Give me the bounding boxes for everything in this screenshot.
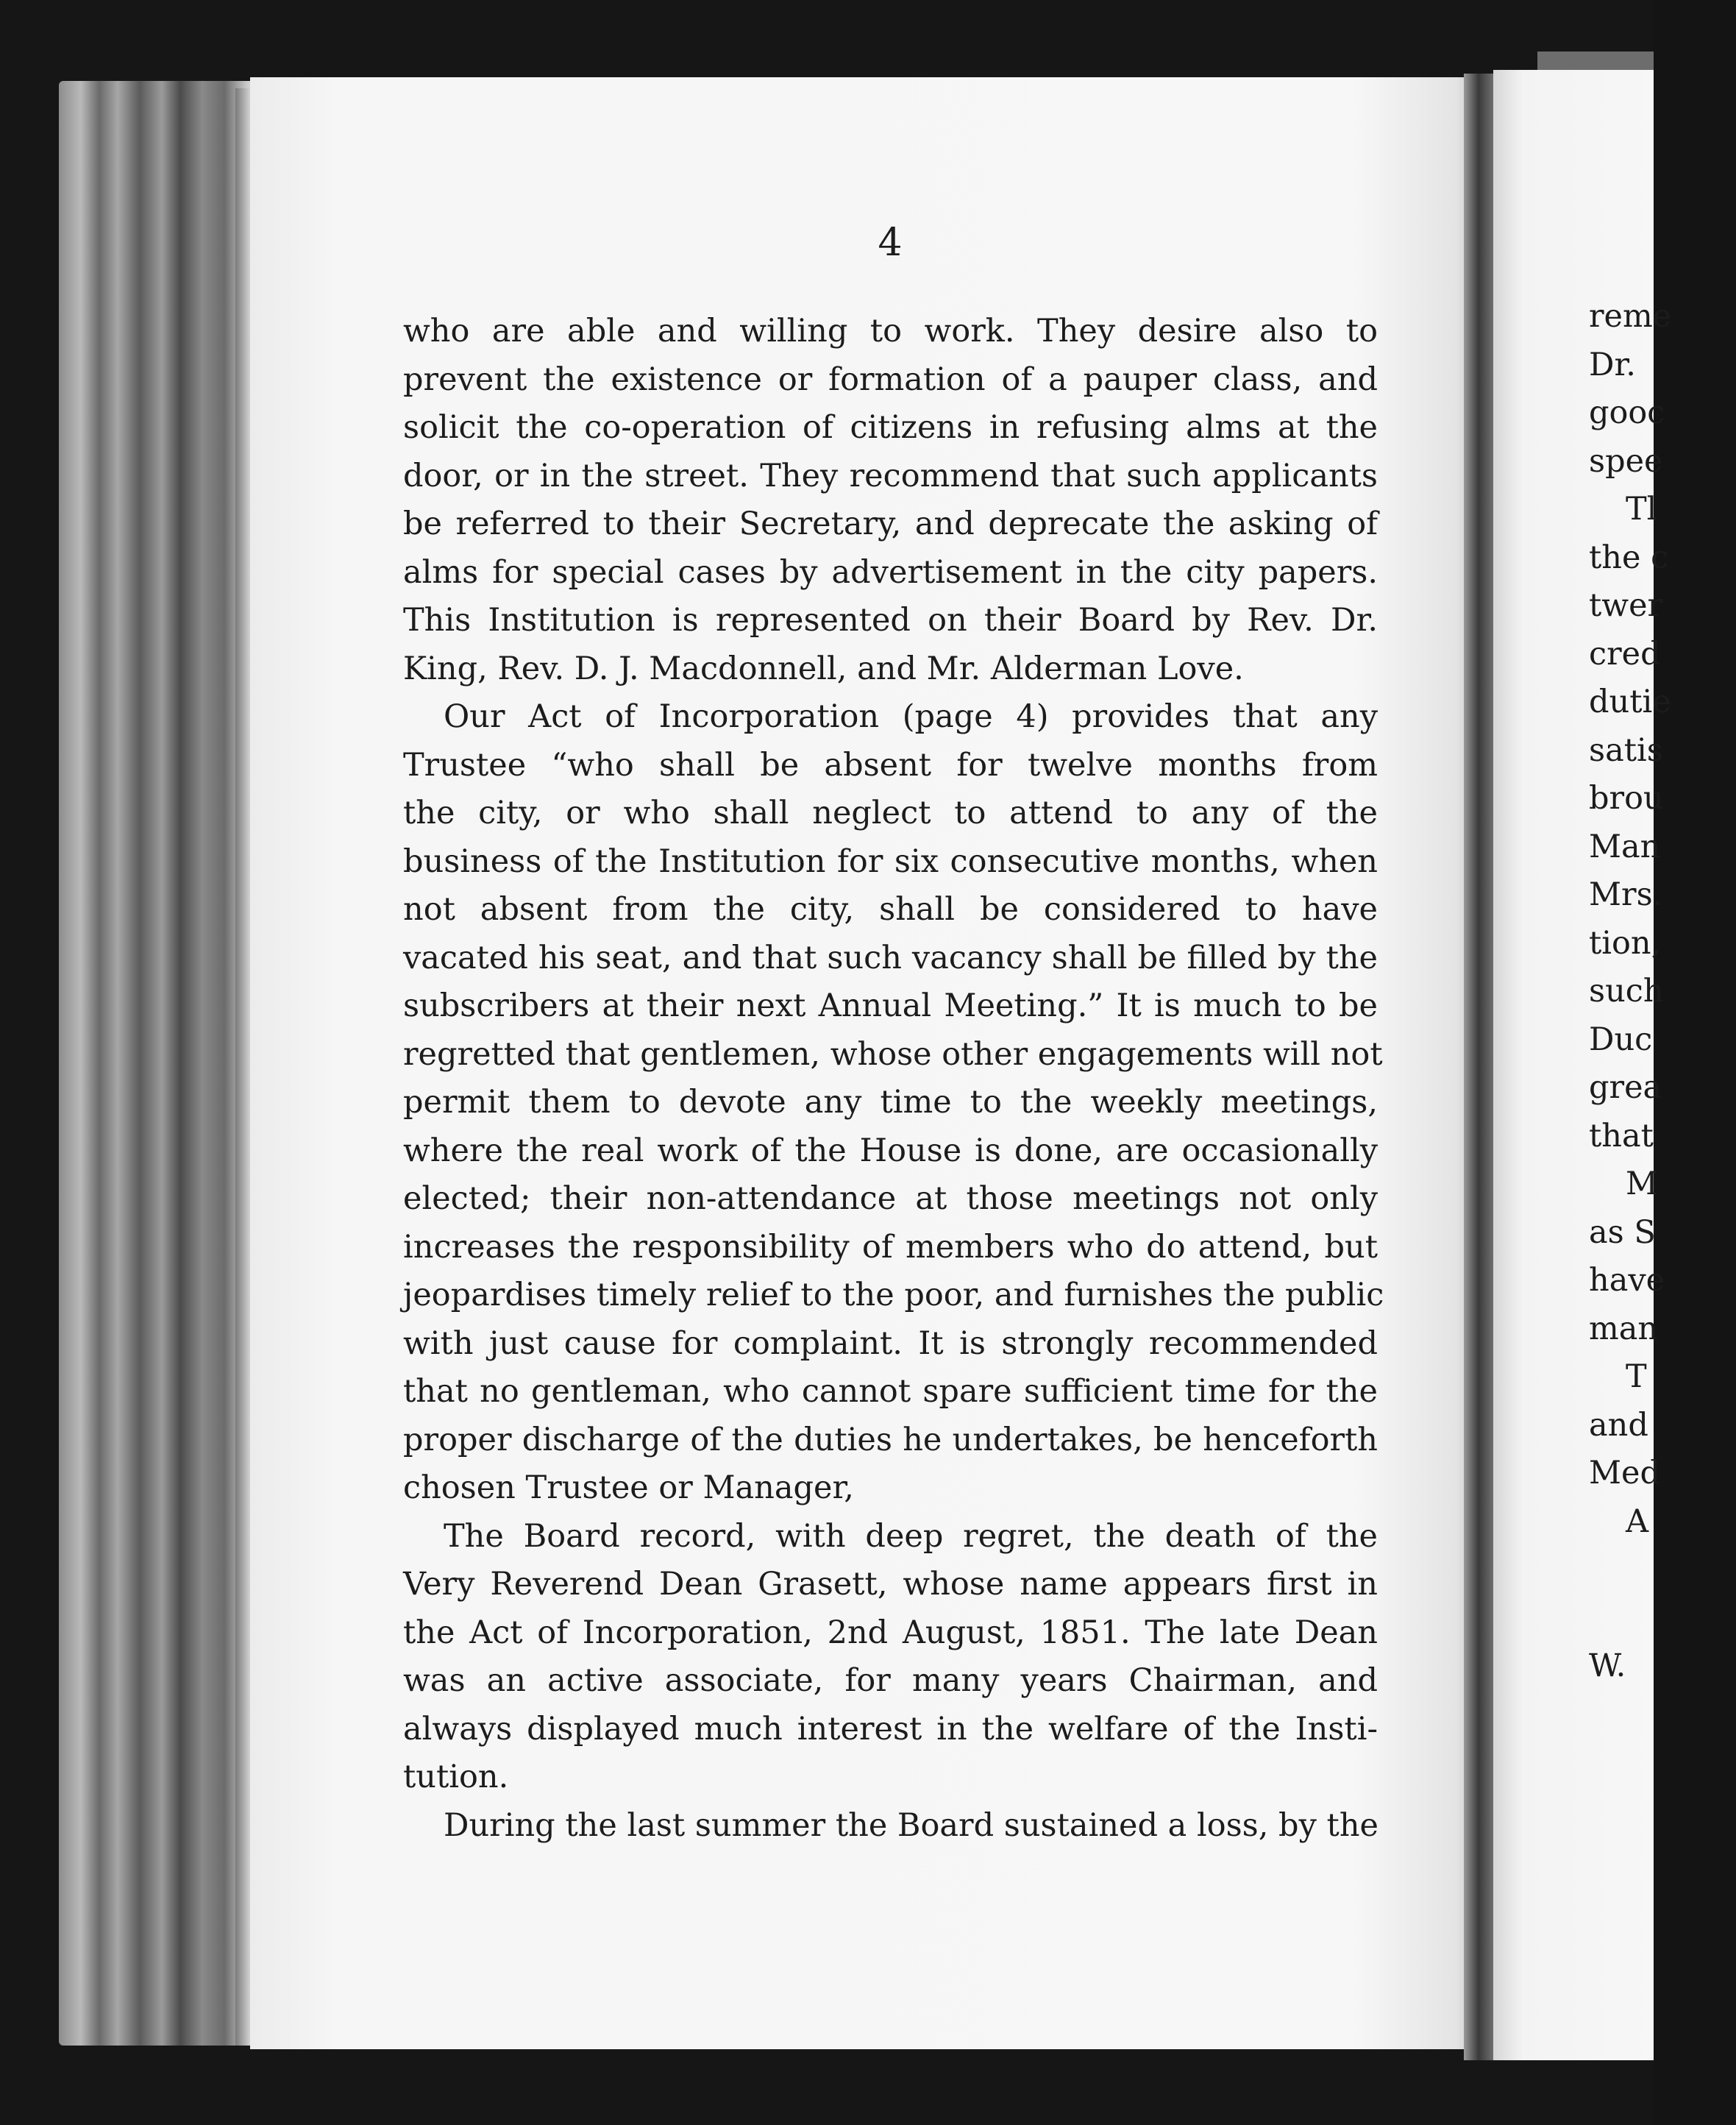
text-line: increases the responsibility of members who do attend, but xyxy=(403,1228,1378,1266)
right-page-line xyxy=(1589,1546,1736,1594)
right-page-line: T xyxy=(1626,1358,1647,1395)
text-line: regretted that gentlemen, whose other engagements will not xyxy=(403,1035,1383,1073)
text-line: tution. xyxy=(403,1759,509,1795)
text-line: that no gentleman, who cannot spare sufficient time for the xyxy=(403,1373,1378,1410)
right-page-line: dutie xyxy=(1589,684,1671,720)
text-line: The Board record, with deep regret, the death of the xyxy=(444,1517,1378,1555)
right-page-line: man xyxy=(1589,1310,1659,1347)
text-line: permit them to devote any time to the weekly meetings, xyxy=(403,1084,1378,1121)
right-page-line: satis xyxy=(1589,731,1663,769)
text-line: Trustee “who shall be absent for twelve months from xyxy=(403,746,1378,784)
page-edges-stack xyxy=(59,81,257,2046)
text-line: the Act of Incorporation, 2nd August, 1851. The late Dean xyxy=(403,1614,1378,1651)
text-line: with just cause for complaint. It is strongly recommended xyxy=(403,1324,1378,1362)
text-line: subscribers at their next Annual Meeting.” It is much to be xyxy=(403,987,1378,1024)
right-page-line: and xyxy=(1589,1406,1648,1444)
right-page-line: the c xyxy=(1589,539,1669,576)
text-line: where the real work of the House is done, are occasionally xyxy=(403,1132,1378,1169)
right-page-line: grea xyxy=(1589,1069,1662,1106)
page-number: 4 xyxy=(878,221,903,265)
text-line: elected; their non-attendance at those meetings not only xyxy=(403,1180,1378,1217)
right-page-line: Duc xyxy=(1589,1021,1653,1058)
right-page-line: Med xyxy=(1589,1455,1661,1491)
right-page-line: Dr. xyxy=(1589,346,1636,383)
text-line: business of the Institution for six consecutive months, when xyxy=(403,842,1378,880)
right-page-line: such xyxy=(1589,973,1664,1010)
page-edge-fold xyxy=(235,88,252,2046)
book-gutter xyxy=(1464,74,1493,2060)
right-page-line: spee xyxy=(1589,442,1663,480)
body-text xyxy=(403,308,1384,1850)
right-page-line: tion, xyxy=(1589,924,1662,962)
right-page-line: gooc xyxy=(1589,394,1665,431)
right-page-line: have xyxy=(1589,1262,1665,1299)
right-page-line xyxy=(1589,1594,1736,1643)
right-page-line: that xyxy=(1589,1117,1654,1154)
text-line: was an active associate, for many years Chairman, and xyxy=(403,1662,1378,1699)
right-page-line: as S xyxy=(1589,1213,1656,1251)
right-page-line: reme xyxy=(1589,298,1672,335)
text-line: Very Reverend Dean Grasett, whose name appears first in xyxy=(403,1566,1378,1603)
right-page-line: A xyxy=(1626,1503,1649,1540)
text-line: proper discharge of the duties he undertakes, be henceforth xyxy=(403,1421,1378,1458)
text-line: the city, or who shall neglect to attend to any of the xyxy=(403,795,1378,831)
text-line: Our Act of Incorporation (page 4) provides that any xyxy=(444,698,1378,735)
text-line: chosen Trustee or Manager, xyxy=(403,1469,854,1506)
text-line: alms for special cases by advertisement in the city papers. xyxy=(403,553,1378,591)
right-page-line: W. xyxy=(1589,1647,1626,1684)
text-line: be referred to their Secretary, and deprecate the asking of xyxy=(403,505,1378,542)
right-page-line: twer xyxy=(1589,587,1663,624)
text-line: During the last summer the Board sustained a loss, by the xyxy=(444,1806,1379,1844)
text-line: not absent from the city, shall be considered to have xyxy=(403,891,1378,928)
text-line: always displayed much interest in the welfare of the Insti- xyxy=(403,1710,1378,1748)
right-page-line: M xyxy=(1626,1166,1659,1202)
text-line: solicit the co-operation of citizens in refusing alms at the xyxy=(403,409,1378,446)
text-line: prevent the existence or formation of a pauper class, and xyxy=(403,361,1378,398)
text-line: who are able and willing to work. They desire also to xyxy=(403,313,1378,350)
text-line: King, Rev. D. J. Macdonnell, and Mr. Alderman Love. xyxy=(403,650,1244,687)
right-page-line: Man xyxy=(1589,828,1661,865)
right-page-line: Mrs. xyxy=(1589,876,1663,913)
right-page-text-fragment xyxy=(1589,293,1736,1691)
right-page-line: cred xyxy=(1589,635,1661,673)
right-page-line: Tl xyxy=(1626,491,1657,528)
text-line: This Institution is represented on their Board by Rev. Dr. xyxy=(403,602,1378,639)
text-line: vacated his seat, and that such vacancy shall be filled by the xyxy=(403,939,1378,976)
text-line: jeopardises timely relief to the poor, and furnishes the public xyxy=(403,1277,1384,1313)
right-page-line: brou xyxy=(1589,780,1664,817)
right-page-top-strip xyxy=(1537,52,1654,72)
text-line: door, or in the street. They recommend that such applicants xyxy=(403,457,1378,494)
